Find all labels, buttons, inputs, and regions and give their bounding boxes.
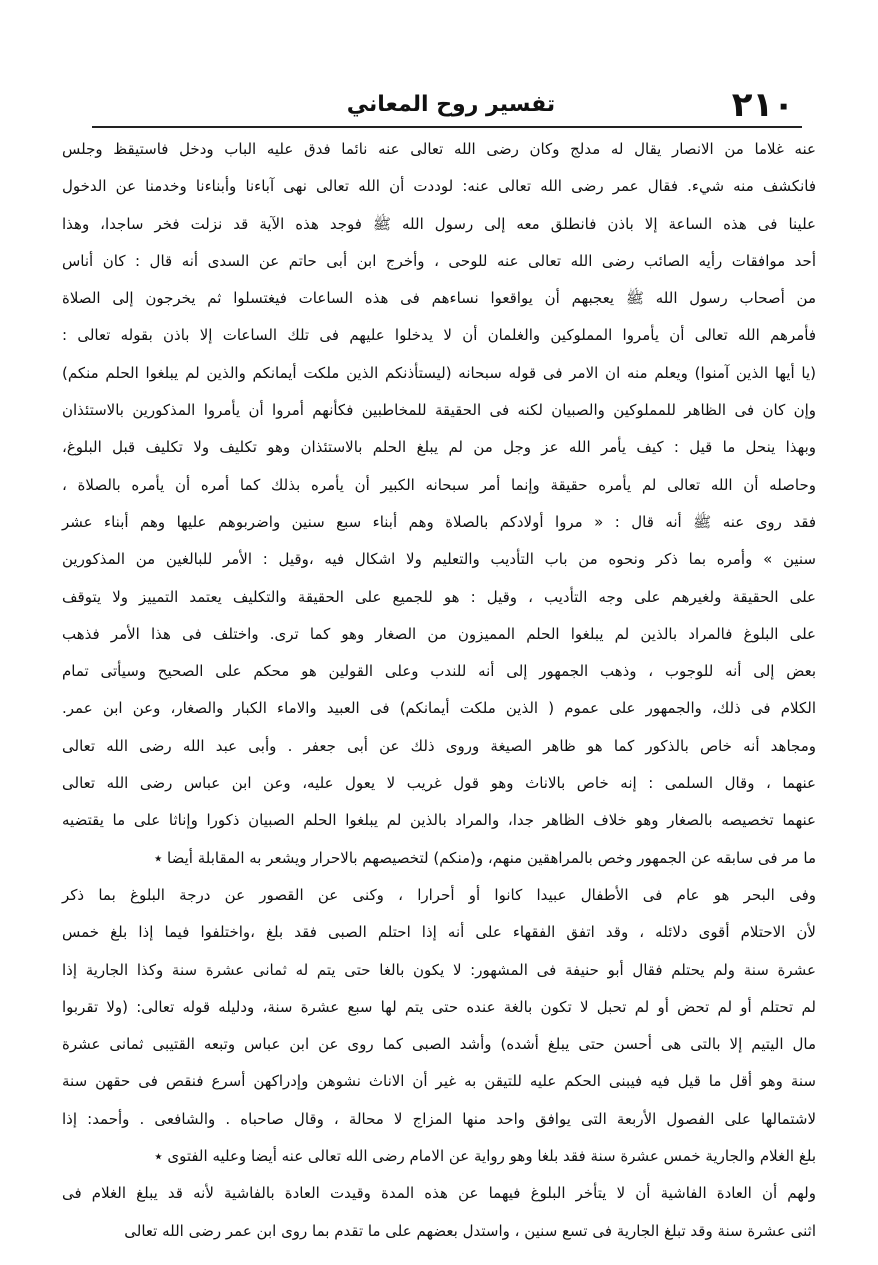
text-line: ولهم أن العادة الفاشية أن لا يتأخر البلوغ فيهما عن هذه المدة وقيدت العادة بالفاشية لأنه قد يبلغ الغلام فى xyxy=(62,1184,816,1203)
text-line: على الحقيقة ولغيرهم على وجه التأديب ، وقيل : هو للجميع على الحقيقة والتكليف يعتمد التمييز ولا يتوقف xyxy=(62,587,816,606)
page-number: ٢١٠ xyxy=(731,85,794,125)
text-line: ما مر فى سابقه عن الجمهور وخص بالمراهقين منهم، و(منكم) لتخصيصهم بالاحرار ويشعر به المقابلة أيضا ٭ xyxy=(154,848,816,867)
text-line: وفى البحر هو عام فى الأطفال عبيدا كانوا أو أحرارا ، وكنى عن القصور عن درجة البلوغ بما ذكر xyxy=(62,885,816,904)
header-rule xyxy=(92,126,802,128)
text-line: ومجاهد أنه خاص بالذكور كما هو ظاهر الصيغة وروى ذلك عن أبى جعفر . وأبى عبد الله رضى الله تعالى xyxy=(62,736,816,755)
text-line: الكلام فى ذلك، والجمهور على عموم ( الذين ملكت أيمانكم) فى العبيد والاماء الكبار والصغار، وعن ابن عمر. xyxy=(62,699,816,718)
text-line: اثنى عشرة سنة وقد تبلغ الجارية فى تسع سنين ، واستدل بعضهم على ما تقدم بما روى ابن عمر رضى الله تعالى xyxy=(124,1221,816,1240)
text-line: لم تحتلم أو لم تحض أو لم تحبل لا تكون بالغة عنده حتى يتم لها سبع عشرة سنة، ودليله قوله تعالى: (ولا تقربوا xyxy=(62,997,816,1016)
text-line: فانكشف منه شيء. فقال عمر رضى الله تعالى عنه: لوددت أن الله تعالى نهى آباءنا وأبناءنا وخدمنا عن الدخول xyxy=(62,177,816,196)
text-line: وإن كان فى الظاهر للمملوكين والصبيان لكنه فى الحقيقة للمخاطبين فكأنهم أمروا أن يأمروا المذكورين بالاستئذان xyxy=(62,401,816,420)
text-line: عشرة سنة ولم يحتلم فقال أبو حنيفة فى المشهور: لا يكون بالغا حتى يتم له ثمانى عشرة سنة وكذا الجارية إذا xyxy=(62,960,816,979)
text-line: بلغ الغلام والجارية خمس عشرة سنة فقد بلغا وهو رواية عن الامام رضى الله تعالى عنه أيضا وعليه الفتوى ٭ xyxy=(154,1147,816,1166)
text-line: بعض إلى أنه للوجوب ، وذهب الجمهور إلى أنه للندب وعلى القولين هو محكم على الصحيح وسيأتى تمام xyxy=(62,662,816,681)
text-line: وبهذا ينحل ما قيل : كيف يأمر الله عز وجل من لم يبلغ الحلم بالاستئذان وهو تكليف ولا تكليف قبل البلوغ، xyxy=(62,438,816,457)
body-text xyxy=(62,131,816,1250)
text-line: سنة وهو أقل ما قيل فيه فيبنى الحكم عليه للتيقن به غير أن الاناث نشوهن وإدراكهن أسرع فنقص فى حقهن سنة xyxy=(62,1072,816,1091)
text-line: لاشتمالها على الفصول الأربعة التى يوافق واحد منها المزاج لا محالة ، وقال صاحباه . والشافعى . وأحمد: إذا xyxy=(62,1109,816,1128)
text-line: وحاصله أن الله تعالى لم يأمره حقيقة وإنما أمر سبحانه الكبير أن يأمره بذلك كما أمره أن يأمره بالصلاة ، xyxy=(62,475,816,494)
page-header xyxy=(108,84,794,126)
text-line: لأن الاحتلام أقوى دلائله ، وقد اتفق الفقهاء على أنه إذا احتلم الصبى فقد بلغ ،واختلفوا فيما إذا بلغ خمس xyxy=(62,923,816,942)
text-line: فأمرهم الله تعالى أن يأمروا المملوكين والغلمان أن لا يدخلوا عليهم فى تلك الساعات إلا باذن بقوله تعالى : xyxy=(62,326,816,345)
text-line: أحد موافقات رأيه الصائب رضى الله تعالى عنه للوحى ، وأخرج ابن أبى حاتم عن السدى أنه قال : كان أناس xyxy=(62,251,816,270)
text-line: عنهما تخصيصه بالصغار وهو خلاف الظاهر جدا، والمراد بالذين لم يبلغوا الحلم الصبيان ذكورا وإناثا على ما يقتضيه xyxy=(62,811,816,830)
text-line: عنه غلاما من الانصار يقال له مدلج وكان رضى الله تعالى عنه نائما فدق عليه الباب ودخل فاستيقظ وجلس xyxy=(62,140,816,158)
text-line: (يا أيها الذين آمنوا) ويعلم منه ان الامر فى قوله سبحانه (ليستأذنكم الذين ملكت أيمانكم والذين لم يبلغوا الحلم منكم) xyxy=(62,363,816,382)
text-line: مال اليتيم إلا بالتى هى أحسن حتى يبلغ أشده) وأشد الصبى كما روى عن ابن عباس وتبعه القتيبى ثمانى عشرة xyxy=(62,1035,816,1054)
running-title: تفسير روح المعاني xyxy=(346,92,556,117)
text-line: فقد روى عنه ﷺ أنه قال : « مروا أولادكم بالصلاة وهم أبناء سبع سنين واضربوهم عليها وهم أبناء عشر xyxy=(62,512,816,531)
text-line: سنين » وأمره بما ذكر ونحوه من باب التأديب والتعليم ولا اشكال فيه ،وقيل : الأمر للبالغين من المذكورين xyxy=(62,550,816,569)
text-line: علينا فى هذه الساعة إلا باذن فانطلق معه إلى رسول الله ﷺ فوجد هذه الآية قد نزلت فخر ساجدا، وهذا xyxy=(62,214,816,233)
text-line: من أصحاب رسول الله ﷺ يعجبهم أن يواقعوا نساءهم فى هذه الساعات فيغتسلوا ثم يخرجون إلى الصلاة xyxy=(62,289,816,308)
text-line: على البلوغ فالمراد بالذين لم يبلغوا الحلم المميزون من الصغار وهو كما ترى. واختلف فى هذا الأمر فذهب xyxy=(62,624,816,643)
text-line: عنهما ، وقال السلمى : إنه خاص بالاناث وهو قول غريب لا يعول عليه، وعن ابن عباس رضى الله تعالى xyxy=(62,774,816,793)
